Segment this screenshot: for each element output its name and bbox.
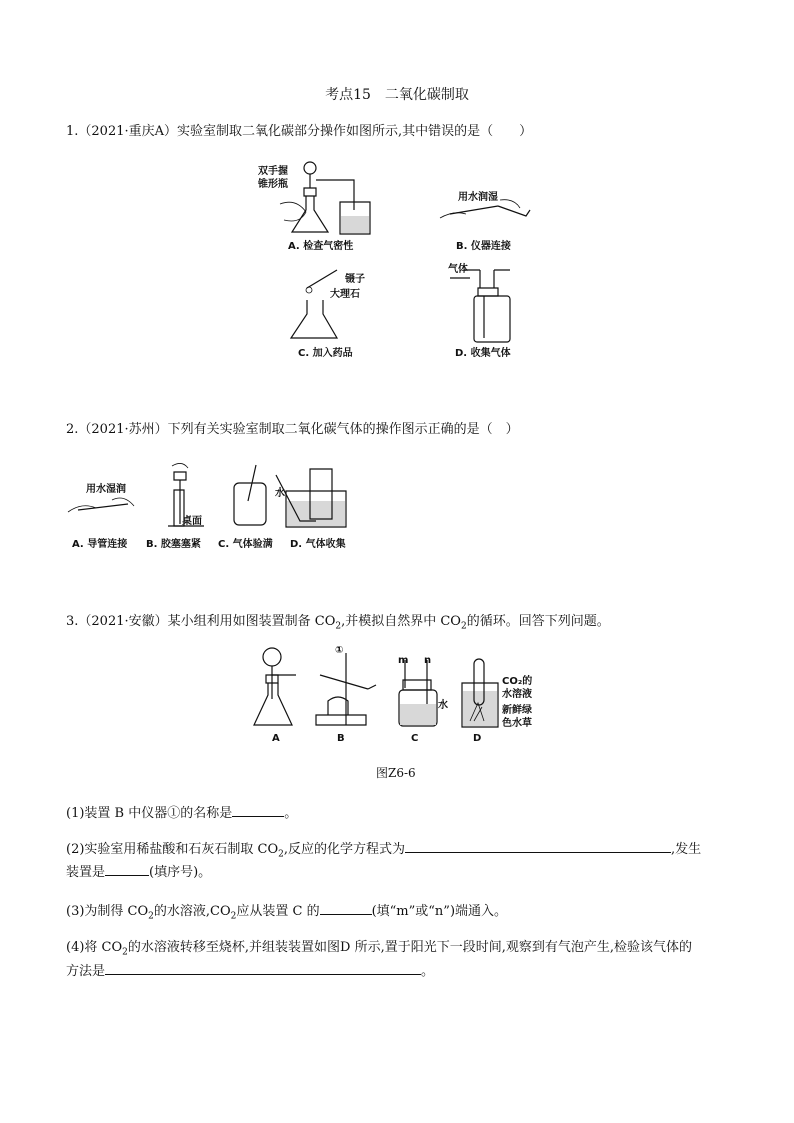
label-flask: 锥形瓶 bbox=[258, 179, 288, 190]
label-co2-solution-2: 水溶液 bbox=[502, 689, 532, 700]
question-3-text: 3.（2021·安徽）某小组利用如图装置制备 $CO_2$,并模拟自然界中 $CO_2$的循环。回答下列问题。 bbox=[66, 614, 610, 632]
subquestion-2-line2: 装置是 (填序号)。 bbox=[66, 865, 212, 880]
label-marble: 大理石 bbox=[330, 289, 360, 300]
subquestion-2: (2)实验室用稀盐酸和石灰石制取 $CO_2$,反应的化学方程式为 ,发生 bbox=[66, 842, 702, 860]
label-tweezer: 镊子 bbox=[345, 274, 365, 285]
label-instrument-1: ① bbox=[335, 645, 344, 656]
caption-2b: B. 胶塞塞紧 bbox=[146, 539, 201, 550]
answer-blank-2-device[interactable] bbox=[105, 863, 149, 876]
figure-3b bbox=[310, 645, 385, 730]
subquestion-4: (4)将 $CO_2$的水溶液转移至烧杯,并组装装置如图D 所示,置于阳光下一段时间,观察到有气泡产生,检验该气体的 bbox=[66, 940, 692, 958]
label-n: n bbox=[424, 655, 432, 666]
figure-caption: 图Z6-6 bbox=[376, 766, 416, 780]
label-water-2d: 水 bbox=[275, 488, 285, 499]
caption-1a: A. 检查气密性 bbox=[288, 241, 354, 252]
caption-3d: D bbox=[473, 733, 482, 744]
subquestion-3: (3)为制得 $CO_2$的水溶液$,CO_2$应从装置 C 的 (填“m”或“n”)端通入。 bbox=[66, 904, 508, 922]
label-desk: 桌面 bbox=[182, 516, 202, 527]
figure-1a-airtightness bbox=[270, 160, 390, 245]
figure-2c-gas-full bbox=[228, 465, 273, 530]
caption-1b: B. 仪器连接 bbox=[456, 241, 511, 252]
question-1-text: 1.（2021·重庆A）实验室制取二氧化碳部分操作如图所示,其中错误的是（ ） bbox=[66, 124, 533, 139]
subquestion-4-line2: 方法是 。 bbox=[66, 964, 435, 979]
caption-2a: A. 导管连接 bbox=[72, 539, 128, 550]
subquestion-1: (1)装置 B 中仪器①的名称是 。 bbox=[66, 806, 298, 821]
answer-blank-4[interactable] bbox=[105, 962, 421, 975]
answer-blank-1[interactable] bbox=[232, 804, 284, 817]
answer-blank-3[interactable] bbox=[320, 902, 372, 915]
caption-3c: C bbox=[411, 733, 419, 744]
caption-3a: A bbox=[272, 733, 280, 744]
label-hand-grip: 双手握 bbox=[258, 166, 288, 177]
label-m: m bbox=[398, 655, 409, 666]
caption-2d: D. 气体收集 bbox=[290, 539, 346, 550]
page-title: 考点15 二氧化碳制取 bbox=[325, 87, 469, 103]
figure-3a bbox=[250, 645, 305, 730]
label-wet-with-water: 用水润湿 bbox=[458, 192, 498, 203]
figure-3c bbox=[395, 660, 445, 730]
label-co2-solution: CO₂的 bbox=[502, 676, 533, 687]
caption-1d: D. 收集气体 bbox=[455, 348, 511, 359]
question-2-text: 2.（2021·苏州）下列有关实验室制取二氧化碳气体的操作图示正确的是（ ） bbox=[66, 422, 519, 437]
label-plant-2: 色水草 bbox=[502, 718, 532, 729]
label-water-3c: 水 bbox=[438, 700, 448, 711]
label-wet: 用水湿润 bbox=[86, 484, 126, 495]
figure-2d-gas-collection bbox=[276, 465, 351, 530]
caption-1c: C. 加入药品 bbox=[298, 348, 353, 359]
label-gas: 气体 bbox=[448, 264, 468, 275]
caption-3b: B bbox=[337, 733, 345, 744]
label-plant: 新鲜绿 bbox=[502, 705, 532, 716]
figure-3d bbox=[458, 655, 503, 730]
answer-blank-2-equation[interactable] bbox=[405, 840, 671, 853]
caption-2c: C. 气体验满 bbox=[218, 539, 273, 550]
